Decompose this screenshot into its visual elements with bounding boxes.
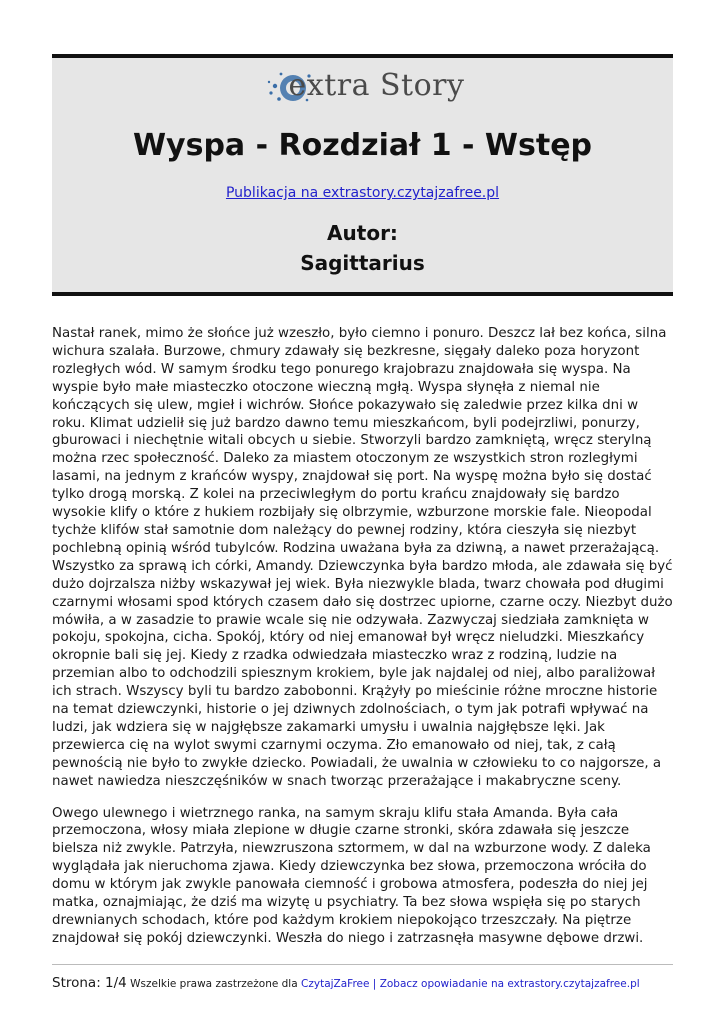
- publication-link[interactable]: Publikacja na extrastory.czytajzafree.pl: [225, 185, 500, 201]
- document-header: [52, 54, 673, 296]
- czytajzafree-link[interactable]: CzytajZaFree: [301, 978, 370, 990]
- site-logo[interactable]: [52, 64, 673, 112]
- document-title: Wyspa - Rozdział 1 - Wstęp: [132, 128, 593, 163]
- story-link[interactable]: Zobacz opowiadanie na extrastory.czytajzafree.pl: [379, 978, 640, 990]
- story-paragraph: Nastał ranek, mimo że słońce już wzeszło, było ciemno i ponuro. Deszcz lał bez końca, silna wichura szalała. Burzowe, chmury zdawały się bezkresne, sięgały daleko poza horyzont rozległych wód. W samym środku tego ponurego krajobrazu znajdowała się wyspa. Na wyspie było małe miasteczko otoczone wieczną mgłą. Wyspa słynęła z niemal nie kończących się ulew, mgieł i wichrów. Słońce pokazywało się zaledwie przez kilka dni w roku. Klimat udzielił się już bardzo dawno temu mieszkańcom, byli podejrzliwi, ponurzy, gburowaci i niechętnie witali obcych u siebie. Stworzyli bardzo zamkniętą, wręcz sterylną można rzec społeczność. Daleko za miastem otoczonym ze wszystkich stron rozległymi lasami, na jednym z krańców wyspy, znajdował się port. Na wyspę można było się dostać tylko drogą morską. Z kolei na przeciwległym do portu krańcu znajdowały się bardzo wysokie klify o które z hukiem rozbijały się olbrzymie, wzburzone morskie fale. Nieopodal tychże klifów stał samotnie dom należący do pewnej rodziny, która cieszyła się niezbyt pochlebną opinią wśród tubylców. Rodzina uważana była za dziwną, a nawet przerażającą. Wszystko za sprawą ich córki, Amandy. Dziewczynka była bardzo młoda, ale zdawała się być dużo dojrzalsza niżby wskazywał jej wiek. Była niezwykle blada, twarz chowała pod długimi czarnymi włosami spod których czasem dało się dostrzec upiorne, czarne oczy. Niezbyt dużo mówiła, a w zasadzie to prawie wcale się nie odzywała. Zazwyczaj siedziała zamknięta w pokoju, spokojna, cicha. Spokój, który od niej emanował był wręcz nieludzki. Mieszkańcy okropnie bali się jej. Kiedy z rzadka odwiedzała miasteczko wraz z rodziną, ludzie na przemian albo to odchodzili spiesznym krokiem, byle jak najdalej od niej, albo paraliżował ich strach. Wszyscy byli tu bardzo zabobonni. Krążyły po mieścinie różne mroczne historie na temat dziewczynki, historie o jej dziwnych zdolnościach, o tym jak potrafi wpływać na ludzi, jak wdziera się w najgłębsze zakamarki umysłu i uwalnia najgłębsze lęki. Jak przewierca cię na wylot swymi czarnymi oczyma. Zło emanowało od niej, tak, z całą pewnością nie było to zwykłe dziecko. Powiadali, że uwalnia w człowieku to co najgorsze, a nawet nawiedza nieszczęśników w snach tworząc przerażające i makabryczne sceny.: [52, 326, 673, 789]
- page-number: Strona: 1/4: [52, 975, 127, 991]
- author-label: Autor:: [327, 221, 398, 245]
- footer-divider: [52, 964, 673, 965]
- rights-text: Wszelkie prawa zastrzeżone dla: [130, 978, 298, 990]
- author-name: Sagittarius: [300, 251, 425, 275]
- logo-text: extra Story: [288, 68, 465, 103]
- footer-separator: |: [372, 978, 377, 990]
- story-paragraph: Owego ulewnego i wietrznego ranka, na samym skraju klifu stała Amanda. Była cała przemoczona, włosy miała zlepione w długie czarne stronki, skóra zdawała się jeszcze bielsza niż zwykle. Patrzyła, niewzruszona sztormem, w dal na wzburzone wody. Z daleka wyglądała jak nieruchoma zjawa. Kiedy dziewczynka bez słowa, przemoczona wróciła do domu w którym jak zwykle panowała ciemność i grobowa atmosfera, podeszła do niej jej matka, oznajmiając, że dziś ma wizytę u psychiatry. Ta bez słowa wspięła się po starych drewnianych schodach, które pod każdym krokiem niepokojąco trzeszczały. Na piętrze znajdował się pokój dziewczynki. Weszła do niego i zatrzasnęła masywne dębowe drzwi.: [52, 805, 651, 946]
- story-body: [52, 325, 674, 962]
- page-footer: [52, 975, 692, 991]
